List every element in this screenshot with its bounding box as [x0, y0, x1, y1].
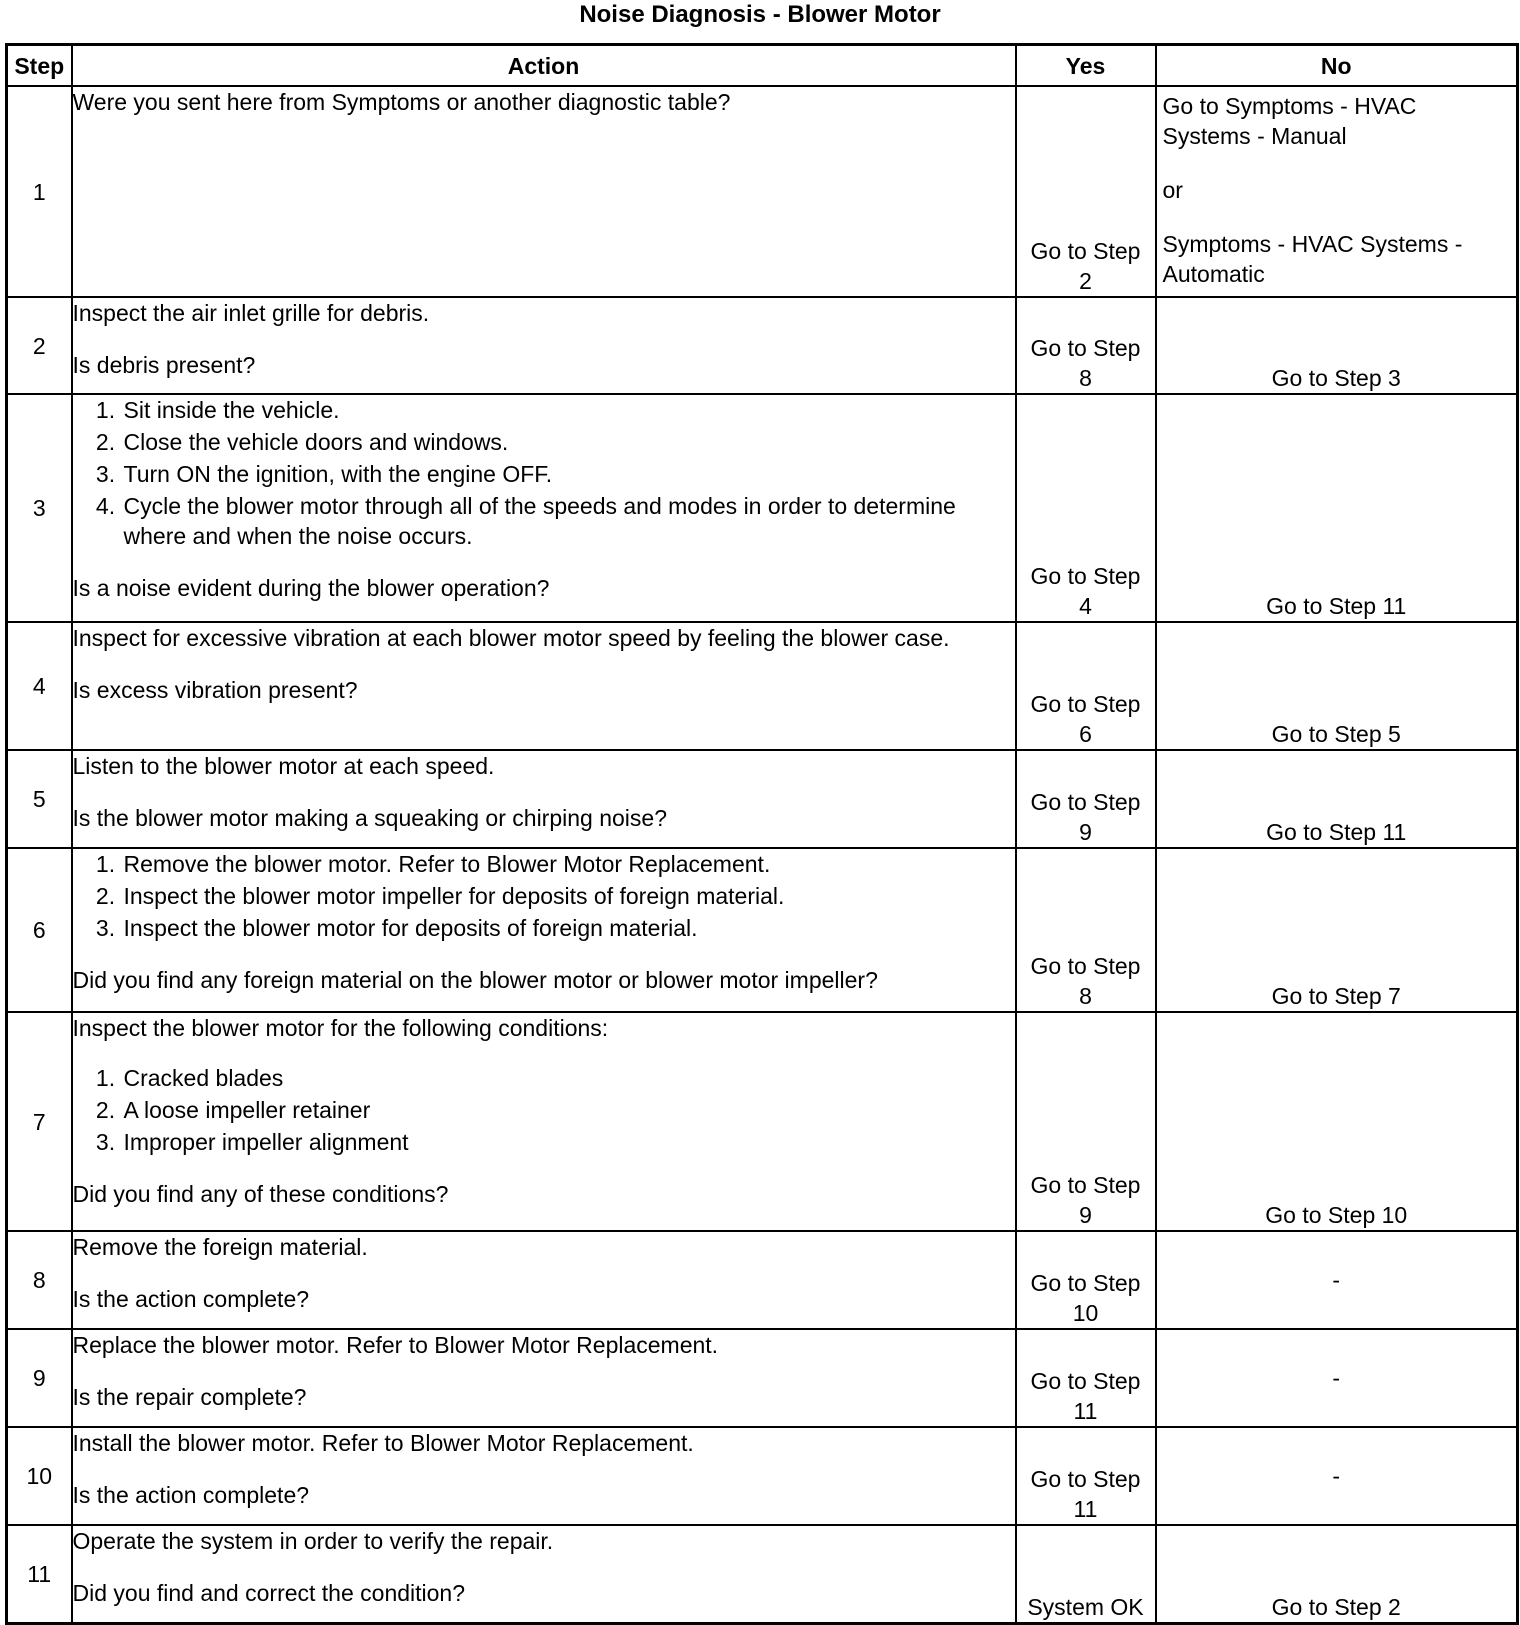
page-title: Noise Diagnosis - Blower Motor: [579, 1, 941, 28]
action-cell: [72, 1427, 1016, 1525]
yes-cell: [1016, 86, 1156, 297]
yes-cell: [1016, 622, 1156, 750]
no-cell: Go to Step 3: [1156, 297, 1518, 394]
header-yes: Yes: [1016, 45, 1156, 87]
no-cell: Go to Step 10: [1156, 1012, 1518, 1231]
action-cell: [72, 1231, 1016, 1329]
action-question: Is the action complete?: [72, 1286, 310, 1312]
yes-text: Go to Step: [1030, 563, 1141, 589]
yes-step: 6: [1079, 721, 1092, 747]
yes-step: 10: [1072, 1300, 1099, 1326]
action-question: Did you find any foreign material on the blower motor or blower motor impeller?: [72, 967, 878, 993]
yes-cell: [1016, 1329, 1156, 1427]
step-number: 6: [7, 848, 72, 1012]
action-question: Is debris present?: [72, 352, 256, 378]
action-cell: [72, 394, 1016, 622]
list-item: 1. Sit inside the vehicle.: [122, 395, 1015, 425]
no-cell: -: [1156, 1427, 1518, 1525]
table-row: [7, 1012, 1518, 1231]
action-text: Install the blower motor. Refer to Blower Motor Replacement.: [72, 1430, 694, 1456]
action-cell: [72, 1525, 1016, 1623]
table-row: [7, 297, 1518, 394]
yes-text: Go to Step: [1030, 238, 1141, 264]
no-cell: Go to Step 7: [1156, 848, 1518, 1012]
step-number: 8: [7, 1231, 72, 1329]
no-cell: Go to Step 11: [1156, 750, 1518, 848]
no-text: or: [1162, 177, 1183, 203]
yes-cell: [1016, 394, 1156, 622]
action-list: [73, 395, 1015, 551]
yes-text: Go to Step: [1030, 1270, 1141, 1296]
action-text: Inspect for excessive vibration at each blower motor speed by feeling the blower case.: [72, 625, 950, 651]
action-cell: [72, 1012, 1016, 1231]
yes-cell: [1016, 1525, 1156, 1623]
no-cell: Go to Step 2: [1156, 1525, 1518, 1623]
yes-cell: [1016, 1427, 1156, 1525]
step-number: 11: [7, 1525, 72, 1623]
yes-text: Go to Step: [1030, 691, 1141, 717]
yes-step: 4: [1079, 593, 1092, 619]
step-number: 10: [7, 1427, 72, 1525]
yes-step: 9: [1079, 1202, 1092, 1228]
list-item: 2. Close the vehicle doors and windows.: [122, 427, 1015, 457]
action-question: Is the action complete?: [72, 1482, 310, 1508]
list-item: 3. Inspect the blower motor for deposits of foreign material.: [122, 913, 1015, 943]
action-question: Is excess vibration present?: [72, 677, 358, 703]
yes-text: Go to Step: [1030, 1466, 1141, 1492]
yes-step: 9: [1079, 819, 1092, 845]
no-cell: -: [1156, 1329, 1518, 1427]
action-cell: [72, 297, 1016, 394]
list-item: 3. Turn ON the ignition, with the engine OFF.: [122, 459, 1015, 489]
action-question: Is a noise evident during the blower operation?: [72, 575, 550, 601]
yes-cell: [1016, 1231, 1156, 1329]
action-text: Remove the foreign material.: [72, 1234, 368, 1260]
step-number: 3: [7, 394, 72, 622]
no-text: Go to Symptoms - HVAC Systems - Manual: [1162, 93, 1417, 149]
step-number: 2: [7, 297, 72, 394]
action-text: Inspect the blower motor for the following conditions:: [72, 1015, 609, 1041]
no-cell: Go to Step 11: [1156, 394, 1518, 622]
yes-step: 8: [1079, 365, 1092, 391]
action-cell: [72, 750, 1016, 848]
table-row: [7, 1329, 1518, 1427]
list-item: 4. Cycle the blower motor through all of the speeds and modes in order to determine where and when the noise occurs.: [122, 491, 1015, 551]
yes-step: 11: [1073, 1398, 1098, 1424]
yes-cell: [1016, 297, 1156, 394]
yes-text: Go to Step: [1030, 1368, 1141, 1394]
step-number: 5: [7, 750, 72, 848]
action-list: [73, 1063, 1015, 1157]
no-text: Symptoms - HVAC Systems - Automatic: [1162, 231, 1463, 287]
step-number: 7: [7, 1012, 72, 1231]
list-item: 3. Improper impeller alignment: [122, 1127, 1015, 1157]
action-text: Listen to the blower motor at each speed.: [72, 753, 495, 779]
header-row: [7, 45, 1518, 87]
table-row: [7, 1525, 1518, 1623]
action-cell: [72, 848, 1016, 1012]
table-row: [7, 1427, 1518, 1525]
step-number: 9: [7, 1329, 72, 1427]
yes-cell: [1016, 848, 1156, 1012]
yes-cell: [1016, 1012, 1156, 1231]
header-action: Action: [72, 45, 1016, 87]
action-text: Operate the system in order to verify the repair.: [72, 1528, 554, 1554]
step-number: 4: [7, 622, 72, 750]
table-row: [7, 86, 1518, 297]
table-row: [7, 394, 1518, 622]
list-item: 2. Inspect the blower motor impeller for deposits of foreign material.: [122, 881, 1015, 911]
action-list: [73, 849, 1015, 943]
step-number: 1: [7, 86, 72, 297]
table-row: [7, 848, 1518, 1012]
header-no: No: [1156, 45, 1518, 87]
list-item: 1. Cracked blades: [122, 1063, 1015, 1093]
no-cell: -: [1156, 1231, 1518, 1329]
action-question: Is the repair complete?: [72, 1384, 307, 1410]
action-text: Were you sent here from Symptoms or another diagnostic table?: [72, 89, 731, 115]
yes-text: Go to Step: [1030, 335, 1141, 361]
yes-text: Go to Step: [1030, 789, 1141, 815]
action-text: Replace the blower motor. Refer to Blower Motor Replacement.: [72, 1332, 719, 1358]
yes-text: Go to Step: [1030, 1172, 1141, 1198]
yes-step: 11: [1073, 1496, 1098, 1522]
no-cell: Go to Step 5: [1156, 622, 1518, 750]
no-cell: [1156, 86, 1518, 297]
action-question: Is the blower motor making a squeaking or chirping noise?: [72, 805, 667, 831]
yes-cell: [1016, 750, 1156, 848]
action-question: Did you find any of these conditions?: [72, 1181, 449, 1207]
yes-step: 8: [1079, 983, 1092, 1009]
yes-text: System OK: [1027, 1593, 1144, 1620]
action-cell: [72, 1329, 1016, 1427]
table-row: [7, 622, 1518, 750]
table-row: [7, 750, 1518, 848]
diagnosis-table: [5, 43, 1519, 1625]
action-text: Inspect the air inlet grille for debris.: [72, 300, 430, 326]
action-cell: [72, 86, 1016, 297]
yes-step: 2: [1079, 268, 1092, 294]
list-item: 2. A loose impeller retainer: [122, 1095, 1015, 1125]
header-step: Step: [7, 45, 72, 87]
table-row: [7, 1231, 1518, 1329]
action-question: Did you find and correct the condition?: [72, 1580, 466, 1606]
yes-text: Go to Step: [1030, 953, 1141, 979]
list-item: 1. Remove the blower motor. Refer to Blower Motor Replacement.: [122, 849, 1015, 879]
action-cell: [72, 622, 1016, 750]
